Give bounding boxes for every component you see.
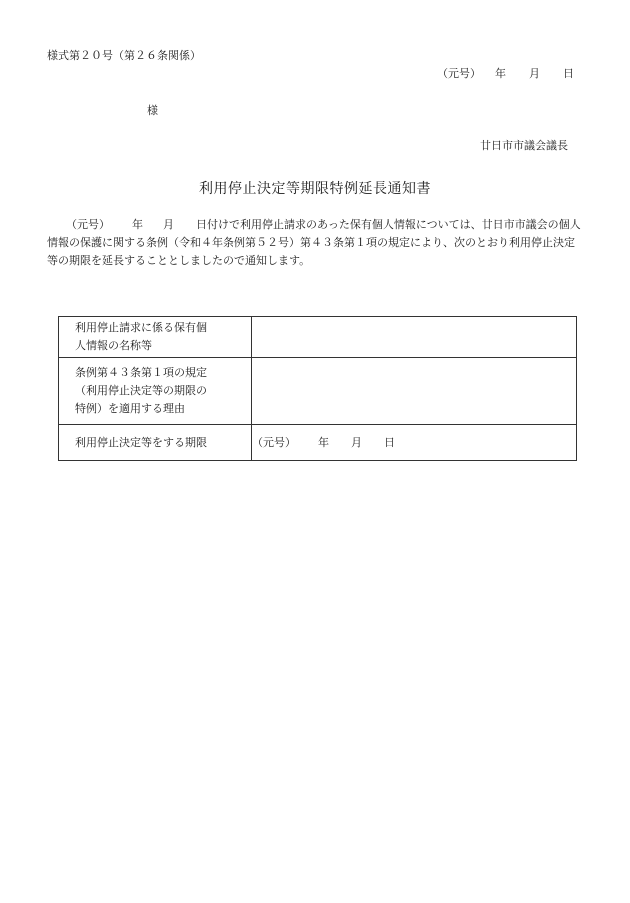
date-month: 月 — [529, 67, 540, 80]
table-row — [59, 358, 577, 425]
row1-value — [252, 317, 577, 358]
row2-value — [252, 358, 577, 425]
deadline-day: 日 — [384, 435, 395, 449]
row2-label — [59, 358, 252, 425]
body-line-1 — [47, 216, 583, 234]
row1-label-line1: 利用停止請求に係る保有個 — [75, 321, 207, 334]
row2-label-line3: 特例）を適用する理由 — [75, 402, 185, 415]
info-table — [58, 316, 577, 461]
deadline-era: （元号） — [252, 435, 296, 449]
body-line-2: 情報の保護に関する条例（令和４年条例第５２号）第４３条第１項の規定により、次のとおり利用停止決定 — [47, 236, 575, 249]
row1-label-line2: 人情報の名称等 — [75, 339, 152, 352]
date-year: 年 — [495, 67, 506, 80]
table-row — [59, 317, 577, 358]
body-month: 月 — [163, 218, 174, 231]
form-number: 様式第２０号（第２６条関係） — [47, 49, 201, 62]
deadline-month: 月 — [351, 435, 362, 449]
document-title: 利用停止決定等期限特例延長通知書 — [199, 181, 431, 197]
row2-label-line1: 条例第４３条第１項の規定 — [75, 366, 207, 379]
row3-value — [252, 425, 577, 461]
date-era: （元号） — [437, 67, 481, 80]
body-line-1-rest: 日付けで利用停止請求のあった保有個人情報については、廿日市市議会の個人 — [196, 218, 581, 231]
row1-label — [59, 317, 252, 358]
body-year: 年 — [132, 218, 143, 231]
sender: 廿日市市議会議長 — [480, 139, 568, 152]
body-text — [47, 216, 583, 270]
addressee-suffix: 様 — [147, 104, 158, 117]
row3-label: 利用停止決定等をする期限 — [59, 425, 252, 461]
date-day: 日 — [563, 67, 574, 80]
body-line-3: 等の期限を延長することとしましたので通知します。 — [47, 254, 311, 267]
table-row — [59, 425, 577, 461]
row2-label-line2: （利用停止決定等の期限の — [75, 384, 207, 397]
deadline-year: 年 — [318, 435, 329, 449]
body-era: （元号） — [66, 218, 110, 231]
